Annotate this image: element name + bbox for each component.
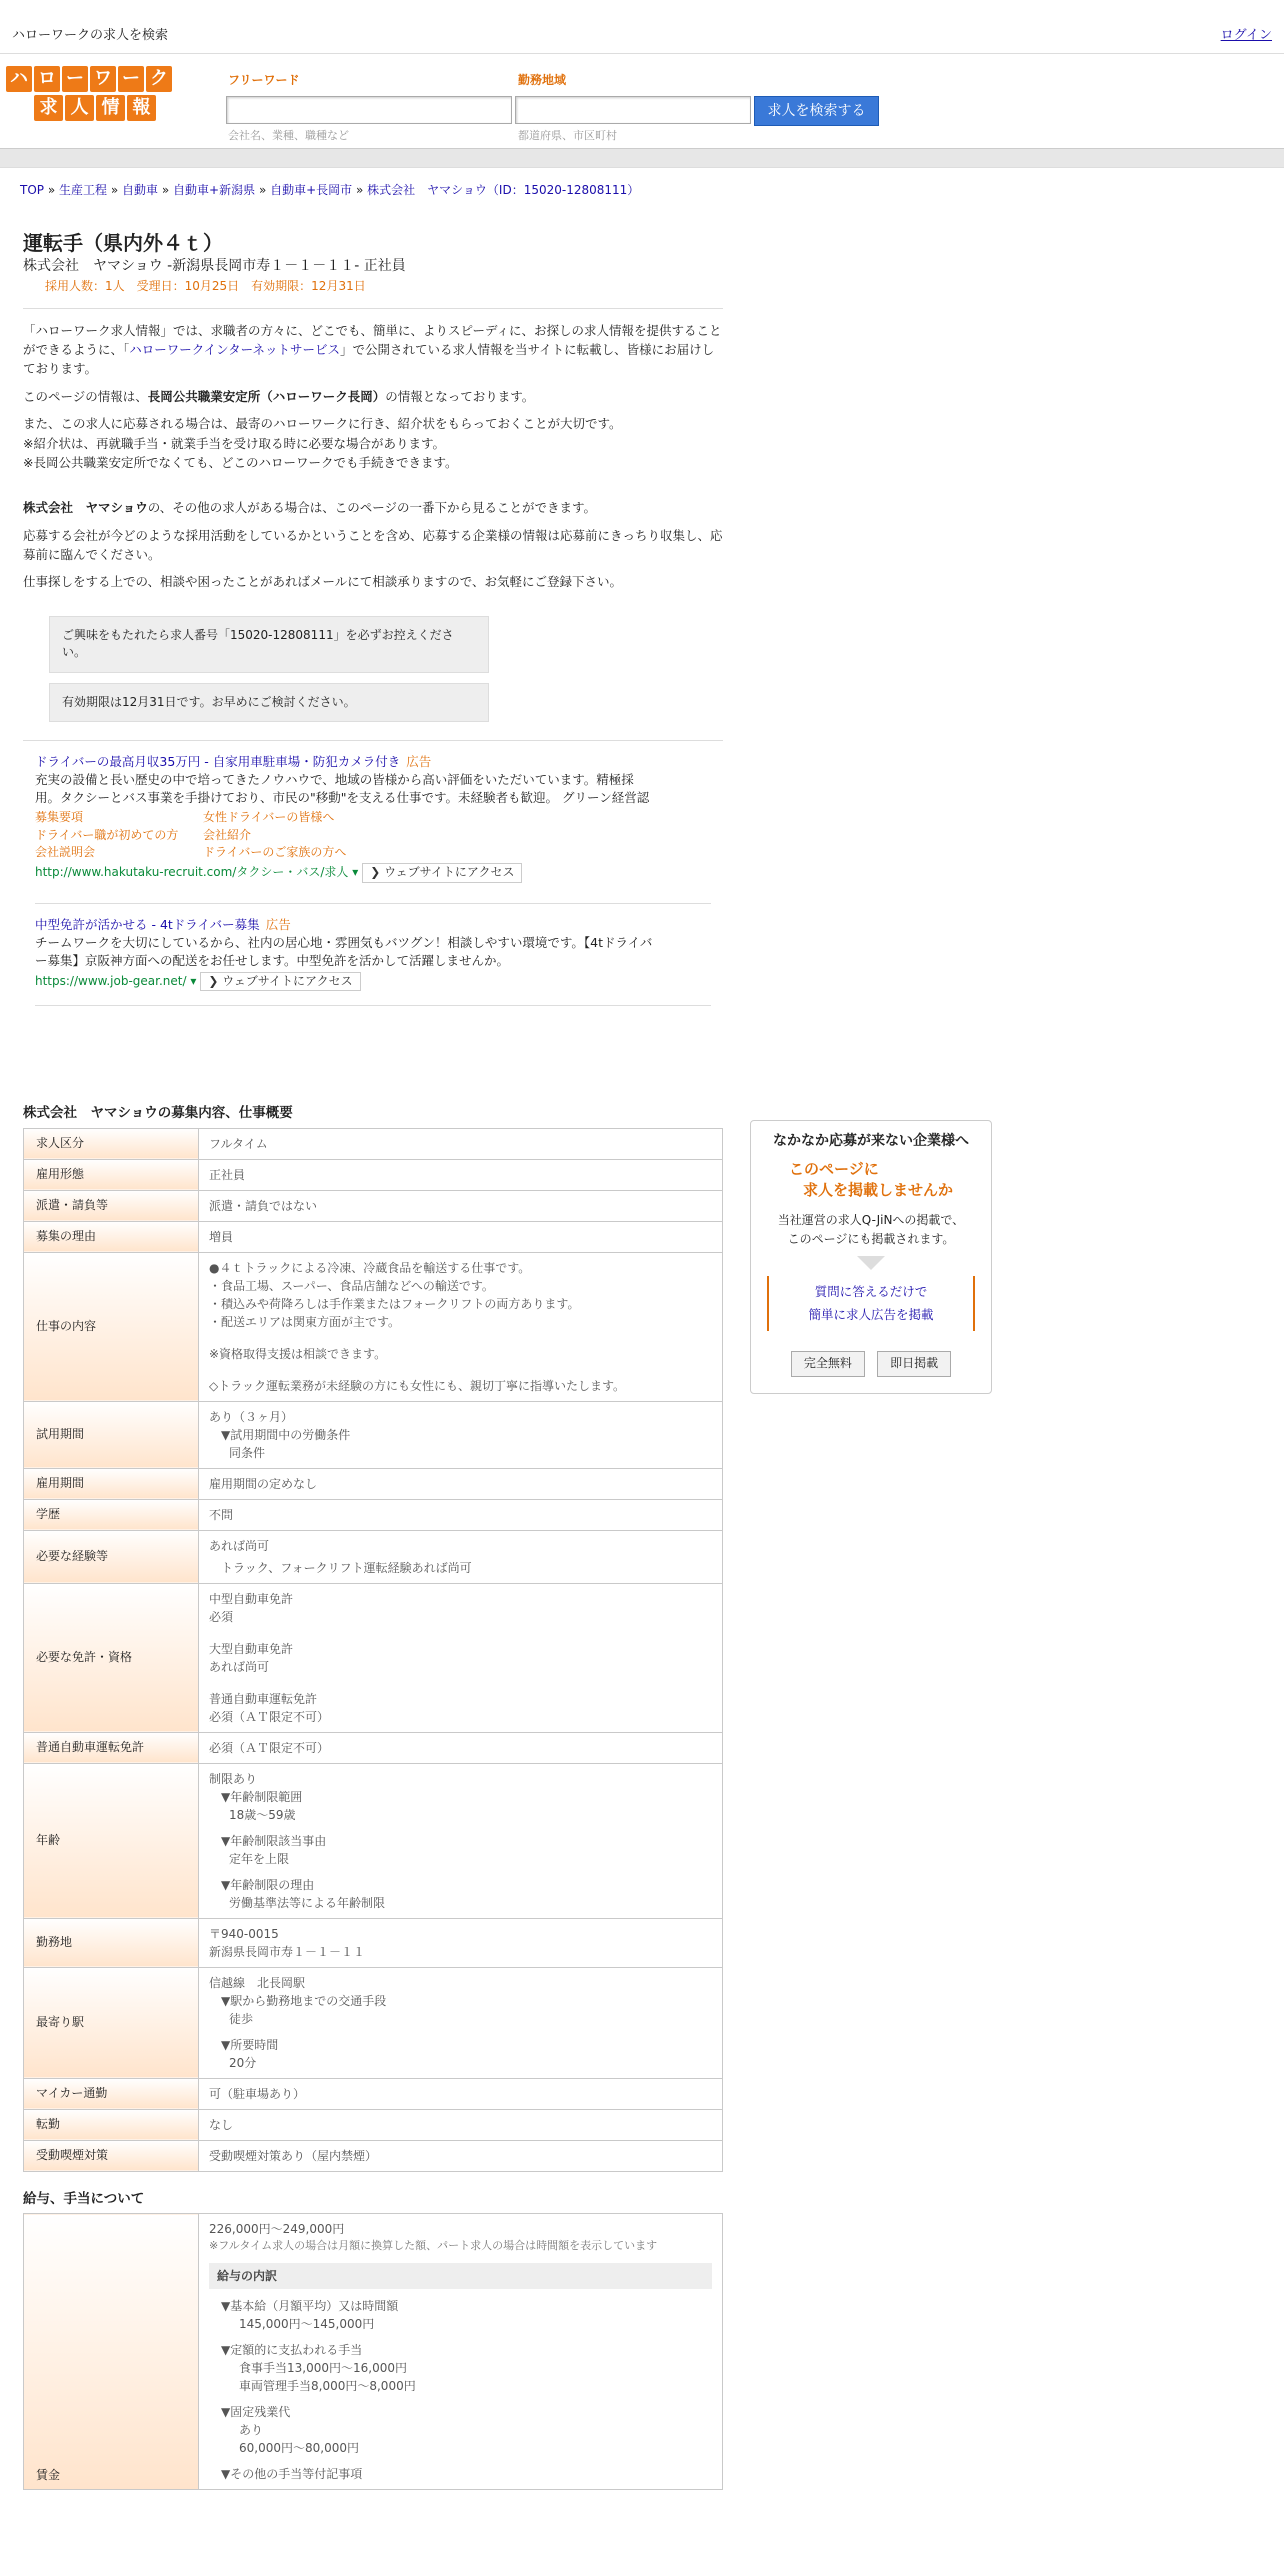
row-key: 学歴 [24,1499,199,1530]
area-input[interactable] [515,96,751,124]
breadcrumb-auto-niigata[interactable]: 自動車+新潟県 [173,183,256,197]
intro-paragraph [23,321,723,379]
salary-table [23,2213,723,2490]
row-key: 必要な免許・資格 [24,1583,199,1732]
row-value: 受動喫煙対策あり（屋内禁煙） [199,2140,723,2171]
salary-breakdown-heading: 給与の内訳 [209,2263,712,2289]
value-line: 制限あり [209,1771,258,1786]
chevron-down-icon[interactable]: ▾ [190,974,197,989]
value-line: 必須 [209,1609,234,1624]
value-line: 普通自動車運転免許 [209,1691,318,1706]
table-row [24,2078,723,2109]
breadcrumb-company[interactable]: 株式会社 ヤマショウ（ID：15020-12808111） [367,183,640,197]
value-line: 徒歩 [229,2011,254,2026]
row-key: 年齢 [24,1763,199,1918]
source-text: の情報となっております。 [385,388,535,404]
ad-sublink[interactable]: 会社紹介 [203,827,252,842]
logo-char: 求 [34,95,63,121]
top-bar [0,0,1284,54]
breadcrumb-sep: » [47,183,56,197]
row-key: 試用期間 [24,1401,199,1468]
arrow-down-icon [857,1256,885,1270]
salary-range: 226,000円〜249,000円 [209,2222,345,2237]
logo-char: ロ [34,66,60,92]
value-line: あり（３ヶ月） [209,1409,294,1424]
table-row [24,1252,723,1401]
ad-sublink[interactable]: 募集要項 [35,810,84,825]
value-line: ▼年齢制限該当事由 [221,1833,327,1848]
side-ad-desc-line: このページにも掲載されます。 [787,1232,955,1247]
row-key: 求人区分 [24,1128,199,1159]
row-value: 可（駐車場あり） [199,2078,723,2109]
value-line: ▼年齢制限範囲 [221,1789,303,1804]
row-key: 受動喫煙対策 [24,2140,199,2171]
side-ad-links [767,1276,975,1332]
intro-text: 」で公開されている求人情報を当サイトに転載し、皆様にお届けしております。 [23,342,715,377]
other-jobs-note [23,498,723,517]
value-line: 定年を上限 [229,1851,290,1866]
value-line: 食事手当13,000円〜16,000円 [239,2360,407,2375]
value-line: 同条件 [229,1445,266,1460]
side-ad-offer-line: 求人を掲載しませんか [803,1181,954,1200]
row-key: 雇用期間 [24,1468,199,1499]
value-line: 60,000円〜80,000円 [239,2440,359,2455]
value-line: 新潟県長岡市寿１－１－１１ [209,1944,366,1959]
table-row [24,1468,723,1499]
ad-sublink[interactable]: 会社説明会 [35,844,96,859]
table-row [24,1763,723,1918]
job-title: 運転手（県内外４ｔ） [23,231,223,255]
table-row [24,1159,723,1190]
row-key: 賃金 [24,2214,199,2490]
ad-sublink[interactable]: 女性ドライバーの皆様へ [203,810,335,825]
site-title: ハローワークの求人を検索 [12,28,169,43]
breadcrumb-sep: » [356,183,364,197]
value-line: ●４ｔトラックによる冷凍、冷蔵食品を輸送する仕事です。 [209,1260,531,1275]
job-meta: 採用人数：1人 受理日：10月25日 有効期限：12月31日 [45,279,366,294]
logo-char: ハ [6,66,32,92]
value-line: ▼試用期間中の労働条件 [221,1427,351,1442]
main-content [23,230,723,1006]
chevron-down-icon[interactable]: ▾ [352,865,359,880]
value-line: あれば尚可 [209,1659,270,1674]
side-ad-desc-line: 当社運営の求人Q-JiNへの掲載で、 [777,1213,965,1228]
table-row [24,1128,723,1159]
value-line: 145,000円〜145,000円 [239,2316,375,2331]
breadcrumb-sep: » [110,183,119,197]
details-section [23,1104,723,2490]
table-row [24,1732,723,1763]
logo-char: ク [146,66,172,92]
value-line: ▼定額的に支払われる手当 [221,2342,363,2357]
table-row [24,2214,723,2490]
row-key: 転勤 [24,2109,199,2140]
area-label: 勤務地域 [518,73,567,87]
value-line: 〒940-0015 [209,1926,279,1941]
row-key: 勤務地 [24,1918,199,1967]
details-heading: 株式会社 ヤマショウの募集内容、仕事概要 [23,1105,293,1121]
ad-tag: 広告 [406,753,432,769]
divider [23,740,723,741]
value-line: 中型自動車免許 [209,1591,294,1606]
login-link[interactable]: ログイン [1220,28,1272,43]
divider-bar [0,148,1284,168]
value-line: ◇トラック運転業務が未経験の方にも女性にも、親切丁寧に指導いたします。 [209,1378,626,1393]
area-hint: 都道府県、市区町村 [518,129,617,142]
logo-char: 人 [65,95,94,121]
row-key: マイカー通勤 [24,2078,199,2109]
row-key: 募集の理由 [24,1221,199,1252]
table-row [24,1918,723,1967]
consult-paragraph: 仕事探しをする上での、相談や困ったことがあればメールにて相談承りますので、お気軽にご登録下さい。 [23,574,623,590]
row-value: 増員 [199,1221,723,1252]
table-row [24,2140,723,2171]
row-value [199,1401,723,1468]
ad-sublink[interactable]: ドライバーのご家族の方へ [203,844,347,859]
breadcrumb-top[interactable]: TOP [20,183,45,197]
value-line: ▼所要時間 [221,2037,279,2052]
intro-text: 「ハローワーク求人情報」では、求職者の方々に、どこでも、簡単に、よりスピーディに、お探しの求人情報を提供することができるように、「 [23,322,722,358]
other-jobs-text: の、その他の求人がある場合は、このページの一番下から見ることができます。 [147,500,597,516]
logo-char: 情 [96,95,125,121]
table-row [24,1401,723,1468]
ad-title-link[interactable]: ドライバーの最高月収35万円 - 自家用車駐車場・防犯カメラ付き [35,753,401,769]
value-line: ▼固定残業代 [221,2404,291,2419]
notice-job-number: ご興味をもたれたら求人番号「15020-12808111」を必ずお控えください。 [49,616,489,673]
row-value: 必須（ＡＴ限定不可） [199,1732,723,1763]
side-ad-heading: なかなか応募が来ない企業様へ [773,1133,969,1149]
value-line: ※資格取得支援は相談できます。 [209,1346,387,1361]
search-button[interactable]: 求人を検索する [754,96,879,126]
table-row [24,1583,723,1732]
breadcrumb [20,182,639,199]
value-line: ▼その他の手当等付記事項 [221,2466,363,2481]
value-line: ・配送エリアは関東方面が主です。 [209,1314,401,1329]
notice-expiry: 有効期限は12月31日です。お早めにご検討ください。 [49,683,489,722]
divider [35,1005,711,1006]
divider [23,308,723,309]
ad-tag: 広告 [265,916,291,932]
value-line: 18歳〜59歳 [229,1807,296,1822]
salary-note: ※フルタイム求人の場合は月額に換算した額、パート求人の場合は時間額を表示しています [209,2239,658,2253]
value-line: 大型自動車免許 [209,1641,294,1656]
ad-url[interactable]: https://www.job-gear.net/ [35,974,187,989]
ad-description: 充実の設備と長い歴史の中で培ってきたノウハウで、地域の皆様から高い評価をいただいています。精極採用。タクシーとバス事業を手掛けており、市民の"移動"を支える仕事です。未経験者も歓迎。 グリーン経営認 [35,772,650,806]
row-value: 派遣・請負ではない [199,1190,723,1221]
ad-description: チームワークを大切にしているから、社内の居心地・雰囲気もバツグン！相談しやすい環境です。【4tドライバー募集】京阪神方面への配送をお任せします。中型免許を活かして活躍しませんか。 [35,934,653,968]
value-line: 信越線 北長岡駅 [209,1975,306,1990]
table-row [24,1967,723,2078]
row-key: 必要な経験等 [24,1530,199,1583]
row-value [199,1583,723,1732]
value-line: あり [239,2422,264,2437]
row-value [199,1530,723,1583]
company-line: 株式会社 ヤマショウ -新潟県長岡市寿１－１－１１- 正社員 [23,258,406,274]
freeword-hint: 会社名、業種、職種など [228,129,349,142]
source-paragraph [23,387,723,406]
site-logo[interactable] [6,66,182,124]
salary-heading: 給与、手当について [23,2190,145,2207]
value-line: あれば尚可 [209,1538,270,1553]
table-row [24,1499,723,1530]
ad-visit-button[interactable]: ❯ ウェブサイトにアクセス [362,863,522,882]
breadcrumb-auto-nagaoka[interactable]: 自動車+長岡市 [270,183,353,197]
value-line: 労働基準法等による年齢制限 [229,1895,386,1910]
row-key: 仕事の内容 [24,1252,199,1401]
table-row [24,1530,723,1583]
row-value: なし [199,2109,723,2140]
apply-note: ※長岡公共職業安定所でなくても、どこのハローワークでも手続きできます。 [23,454,458,470]
row-value: 雇用期間の定めなし [199,1468,723,1499]
value-line: ・積込みや荷降ろしは手作業またはフォークリフトの両方あります。 [209,1296,580,1311]
value-line: 20分 [229,2055,257,2070]
row-key: 普通自動車運転免許 [24,1732,199,1763]
hellowork-internet-link[interactable]: ハローワークインターネットサービス [129,342,341,358]
header [0,54,1284,148]
side-ad-offer-line: このページに [789,1160,879,1179]
apply-note: また、この求人に応募される場合は、最寄のハローワークに行き、紹介状をもらっておくことが大切です。 [23,416,622,432]
row-value: 不問 [199,1499,723,1530]
ad-sublinks [35,809,723,861]
row-value [199,1918,723,1967]
value-line: ▼駅から勤務地までの交通手段 [221,1993,387,2008]
advice-paragraph: 応募する会社が今どのような採用活動をしているかということを含め、応募する企業様の情報は応募前にきっちり収集し、応募前に臨んでください。 [23,527,723,563]
value-line: ▼年齢制限の理由 [221,1877,315,1892]
apply-note: ※紹介状は、再就職手当・就業手当を受け取る時に必要な場合があります。 [23,435,445,451]
row-value [199,2214,723,2490]
ad-block [35,916,723,992]
breadcrumb-sep: » [258,183,267,197]
logo-char: ワ [90,66,116,92]
company-name: 株式会社 ヤマショウ [23,500,148,516]
table-row [24,2109,723,2140]
side-ad-offer [789,1159,983,1201]
value-line: 必須（ＡＴ限定不可） [209,1709,330,1724]
table-row [24,1221,723,1252]
value-line: ・食品工場、スーパー、食品店舗などへの輸送です。 [209,1278,494,1293]
row-value: 正社員 [199,1159,723,1190]
row-key: 派遣・請負等 [24,1190,199,1221]
breadcrumb-sep: » [161,183,170,197]
logo-char: 報 [127,95,156,121]
divider [35,903,711,904]
ad-sublink[interactable]: ドライバー職が初めての方 [35,827,179,842]
value-line: ▼基本給（月額平均）又は時間額 [221,2298,399,2313]
side-ad-link[interactable]: 簡単に求人広告を掲載 [808,1307,934,1323]
value-line: トラック、フォークリフト運転経験あれば尚可 [221,1560,472,1575]
row-key: 雇用形態 [24,1159,199,1190]
row-key: 最寄り駅 [24,1967,199,2078]
logo-char: ー [118,66,144,92]
same-day-button[interactable]: 即日掲載 [877,1351,951,1376]
breadcrumb-auto[interactable]: 自動車 [122,183,159,197]
freeword-input[interactable] [226,96,512,124]
details-table [23,1128,723,2172]
ad-url[interactable]: http://www.hakutaku-recruit.com/タクシー・バス/求人 [35,865,349,880]
source-office: 長岡公共職業安定所（ハローワーク長岡） [147,388,386,404]
row-value [199,1252,723,1401]
logo-char: ー [62,66,88,92]
ad-visit-button[interactable]: ❯ ウェブサイトにアクセス [200,972,360,991]
side-ad-box [750,1120,992,1394]
row-value [199,1763,723,1918]
table-row [24,1190,723,1221]
freeword-label: フリーワード [228,73,300,87]
side-ad-description [759,1211,983,1249]
source-text: このページの情報は、 [23,388,148,404]
ad-title-link[interactable]: 中型免許が活かせる - 4tドライバー募集 [35,916,260,932]
row-value [199,1967,723,2078]
side-ad-link[interactable]: 質問に答えるだけで [814,1283,928,1299]
breadcrumb-production[interactable]: 生産工程 [59,183,108,197]
ad-block [35,753,723,883]
free-button[interactable]: 完全無料 [791,1351,865,1376]
value-line: 車両管理手当8,000円〜8,000円 [239,2378,416,2393]
row-value: フルタイム [199,1128,723,1159]
